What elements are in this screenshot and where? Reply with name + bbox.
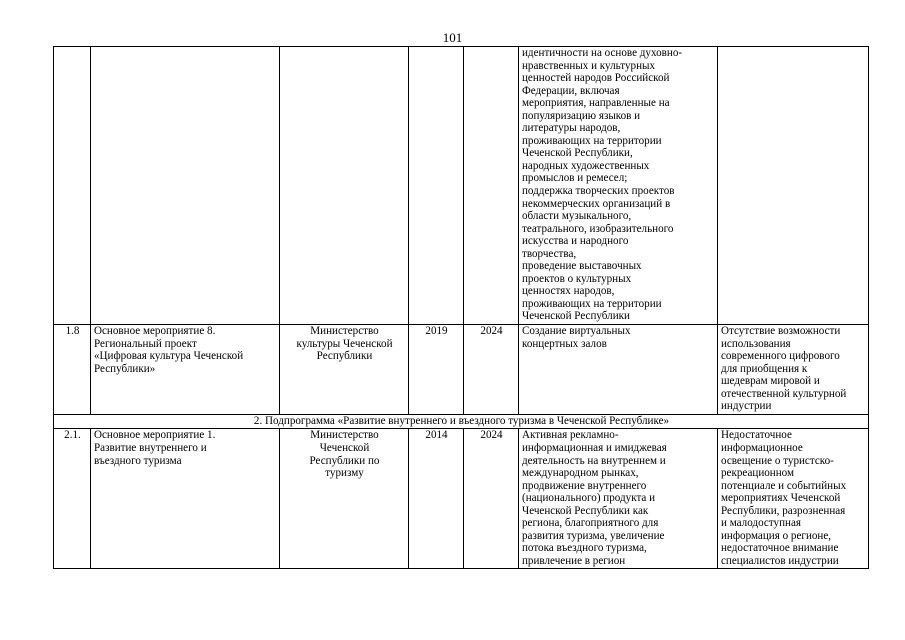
- cell-start-year: 2019: [409, 325, 464, 415]
- cell-end-year: 2024: [464, 325, 519, 415]
- cell-number: 1.8: [54, 325, 91, 415]
- page-number: 101: [442, 30, 463, 45]
- cell-activity-text: Активная рекламно- информационная и имиджевая деятельность на внутреннем и международном рынках, продвижение внутреннего (национального) продукта и Чеченской Республики как региона, благоприятного для развития туризма, увеличение потока въездного туризма, привлечение в регион: [519, 429, 718, 569]
- program-measures-table: [53, 46, 869, 569]
- cell-executor: Министерство Чеченской Республики по туризму: [280, 429, 409, 569]
- cell-executor: [280, 47, 409, 325]
- subprogram-heading: 2. Подпрограмма «Развитие внутреннего и въездного туризма в Чеченской Республике»: [54, 414, 869, 429]
- cell-measure: [91, 47, 280, 325]
- cell-consequences: Отсутствие возможности использования современного цифрового для приобщения к шедеврам мировой и отечественной культурной индустрии: [718, 325, 869, 415]
- cell-start-year: 2014: [409, 429, 464, 569]
- cell-measure: Основное мероприятие 8. Региональный проект «Цифровая культура Чеченской Республики»: [91, 325, 280, 415]
- cell-consequences: Недостаточное информационное освещение о туристско- рекреационном потенциале и событийных мероприятиях Чеченской Республики, разрозненная и малодоступная информация о регионе, недостаточное внимание специалистов индустрии: [718, 429, 869, 569]
- cell-activity-text: Создание виртуальных концертных залов: [519, 325, 718, 415]
- cell-end-year: [464, 47, 519, 325]
- subprogram-heading-row: [54, 414, 869, 429]
- table-row-2-1: [54, 429, 869, 569]
- cell-number: 2.1.: [54, 429, 91, 569]
- cell-executor: Министерство культуры Чеченской Республики: [280, 325, 409, 415]
- cell-number: [54, 47, 91, 325]
- table-row-1-8: [54, 325, 869, 415]
- table-row-continuation: [54, 47, 869, 325]
- cell-end-year: 2024: [464, 429, 519, 569]
- cell-consequences: [718, 47, 869, 325]
- cell-start-year: [409, 47, 464, 325]
- cell-measure: Основное мероприятие 1. Развитие внутреннего и въездного туризма: [91, 429, 280, 569]
- cell-activity-text: идентичности на основе духовно- нравственных и культурных ценностей народов Российской Федерации, включая мероприятия, направленные на популяризацию языков и литературы народов, проживающих на территории Чеченской Республики, народных художественных промыслов и ремесел; поддержка творческих проектов некоммерческих организаций в области музыкального, театрального, изобразительного искусства и народного творчества, проведение выставочных проектов о культурных ценностях народов, проживающих на территории Чеченской Республики: [519, 47, 718, 325]
